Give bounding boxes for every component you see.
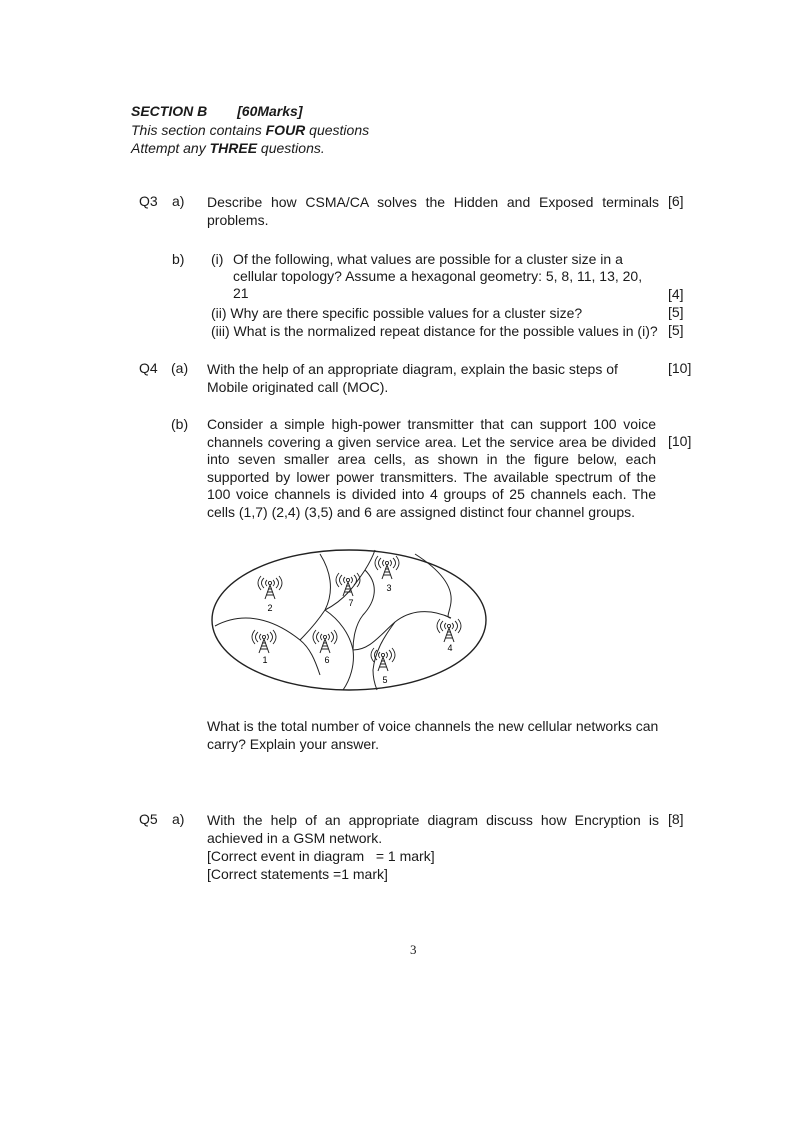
q3b-iii-text: (iii) What is the normalized repeat distance for the possible values in (i)? [211,323,658,339]
cell-boundary [415,554,451,618]
instruction-emphasis: THREE [209,140,258,156]
cell-label-3: 3 [386,583,392,593]
cell-label-4: 4 [447,643,453,653]
tower-icon [437,619,461,642]
cell-label-6: 6 [324,655,330,665]
q3-label: Q3 [139,193,158,209]
q5a-letter: a) [172,811,185,827]
q4b-letter: (b) [171,416,189,432]
q5a-mark: [8] [668,811,684,827]
instruction-text: questions [305,122,370,138]
cell-label-1: 1 [262,655,268,665]
section-title: SECTION B [131,103,208,119]
q3b-letter: b) [172,251,185,267]
q3b-i-text: Of the following, what values are possible for a cluster size in a cellular topology? Assume a hexagonal geometry: 5, 8, 11, 13, 20, 21 [233,251,643,301]
page-number: 3 [410,942,417,957]
q4a-mark: [10] [668,360,692,376]
cell-boundary [353,612,451,650]
tower-icon [375,556,399,579]
q4b-text: Consider a simple high-power transmitter that can support 100 voice channels covering a given service area. Let the service area be divided into seven smaller area cells, as shown in the figure below, each supported by lower power transmitters. The available spectrum of the 100 voice channels is divided into 4 groups of 25 channels each. The cells (1,7) (2,4) (3,5) and 6 are assigned distinct four channel groups. [207,416,656,520]
q4-label: Q4 [139,360,158,376]
section-instruction-1 [131,121,369,140]
q4b-question: What is the total number of voice channels the new cellular networks can carry? Explain your answer. [207,718,659,752]
section-header [131,102,303,121]
q3b-ii-text: (ii) Why are there specific possible values for a cluster size? [211,305,583,321]
q3b-i-mark: [4] [668,286,684,302]
instruction-emphasis: FOUR [265,122,306,138]
service-area-outline [212,550,486,690]
q4a-text: With the help of an appropriate diagram, explain the basic steps of Mobile originated call (MOC). [207,361,618,395]
q4b-mark: [10] [668,433,692,449]
cell-label-5: 5 [382,675,388,685]
tower-icon [313,630,337,653]
q5a-text: With the help of an appropriate diagram discuss how Encryption is achieved in a GSM network. [207,812,659,846]
q5-label: Q5 [139,811,158,827]
q3a-letter: a) [172,193,185,209]
cell-boundary [215,618,320,675]
q5a-note-2: [Correct statements =1 mark] [207,866,388,882]
cell-label-7: 7 [348,598,354,608]
instruction-text: Attempt any [131,140,210,156]
tower-icon [258,576,282,599]
q3b-ii-mark: [5] [668,304,684,320]
cell-diagram [205,540,495,700]
q3a-text: Describe how CSMA/CA solves the Hidden and Exposed terminals problems. [207,194,659,228]
cell-boundary [300,554,330,640]
q3b-i-label: (i) [211,251,224,267]
q3a-mark: [6] [668,193,684,209]
q5a-note-1: [Correct event in diagram = 1 mark] [207,848,435,864]
tower-icon [252,630,276,653]
q4a-letter: (a) [171,360,189,376]
cell-label-2: 2 [267,603,273,613]
instruction-text: questions. [257,140,325,156]
section-marks: [60Marks] [237,103,303,119]
q3b-iii-mark: [5] [668,322,684,338]
section-instruction-2 [131,139,325,158]
instruction-text: This section contains [131,122,266,138]
